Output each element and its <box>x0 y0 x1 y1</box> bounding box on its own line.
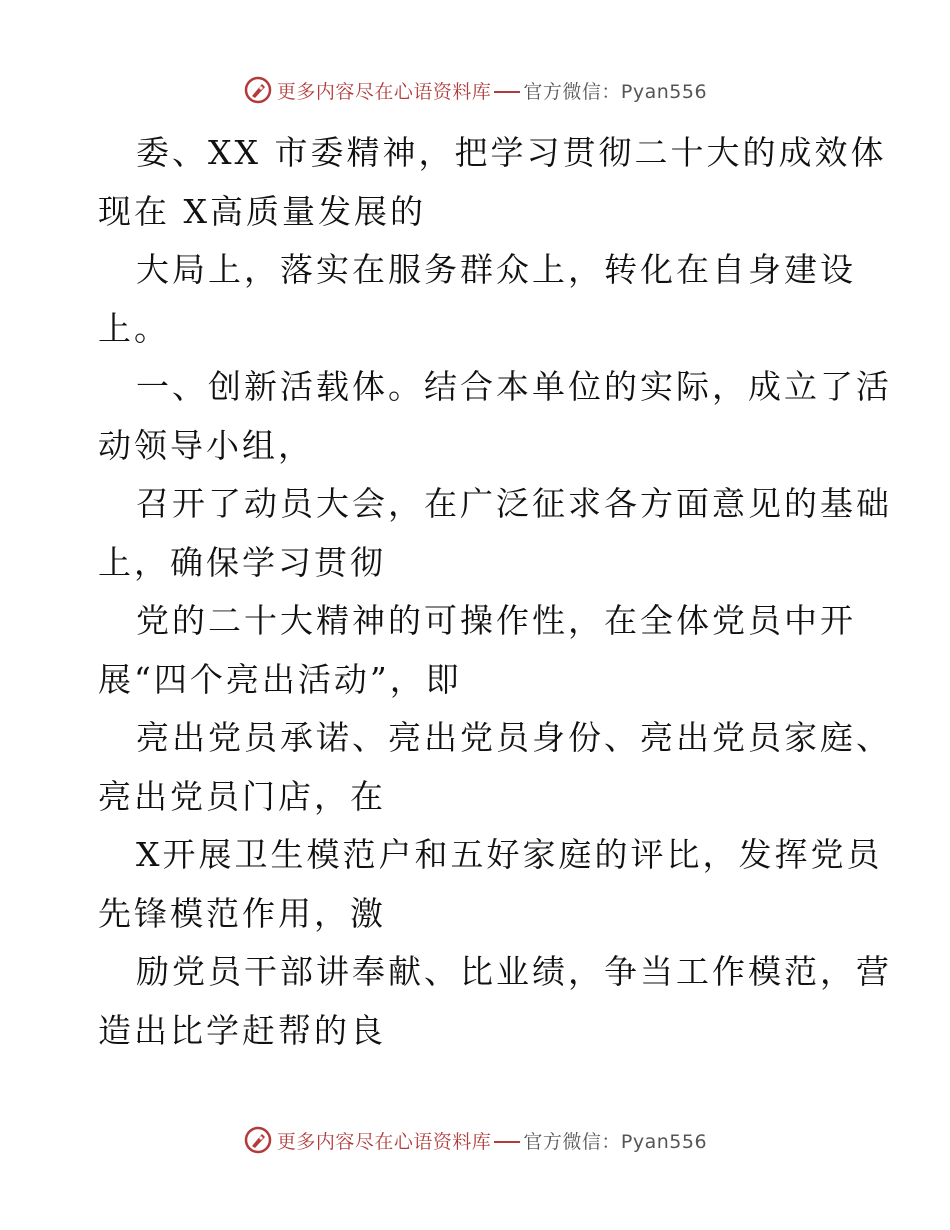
text-line: 委、XX 市委精神，把学习贯彻二十大的成效体 <box>136 133 887 172</box>
banner-text <box>277 1127 707 1154</box>
banner-separator <box>494 91 520 93</box>
text-line: 党的二十大精神的可操作性，在全体党员中开 <box>136 601 856 640</box>
banner-text-sub: 官方微信：Pyan556 <box>523 1130 708 1153</box>
banner-text-main: 更多内容尽在心语资料库 <box>276 80 492 103</box>
banner-text-main: 更多内容尽在心语资料库 <box>276 1130 492 1153</box>
text-line: 召开了动员大会，在广泛征求各方面意见的基础 <box>136 484 892 523</box>
banner-text-sub: 官方微信：Pyan556 <box>523 80 708 103</box>
text-line: 现在 X高质量发展的 <box>98 191 426 231</box>
document-body <box>98 124 892 1060</box>
text-line: 先锋模范作用，激 <box>98 893 386 933</box>
text-line: 展“四个亮出活动”，即 <box>98 659 462 699</box>
header-banner <box>0 70 950 110</box>
banner-separator <box>494 1141 520 1143</box>
text-line: 一、创新活载体。结合本单位的实际，成立了活 <box>136 367 892 406</box>
text-line: X开展卫生模范户和五好家庭的评比，发挥党员 <box>136 835 883 874</box>
pen-nib-icon <box>243 75 273 105</box>
text-line: 造出比学赶帮的良 <box>98 1010 386 1050</box>
text-line: 亮出党员承诺、亮出党员身份、亮出党员家庭、 <box>136 718 892 757</box>
text-line: 上。 <box>98 308 170 348</box>
text-line: 励党员干部讲奉献、比业绩，争当工作模范，营 <box>136 952 892 991</box>
footer-banner <box>0 1120 950 1160</box>
text-line: 亮出党员门店，在 <box>98 776 386 816</box>
text-line: 大局上，落实在服务群众上，转化在自身建设 <box>136 250 856 289</box>
text-line: 动领导小组， <box>98 425 314 465</box>
banner-text <box>277 77 707 104</box>
text-line: 上，确保学习贯彻 <box>98 542 386 582</box>
pen-nib-icon <box>243 1125 273 1155</box>
